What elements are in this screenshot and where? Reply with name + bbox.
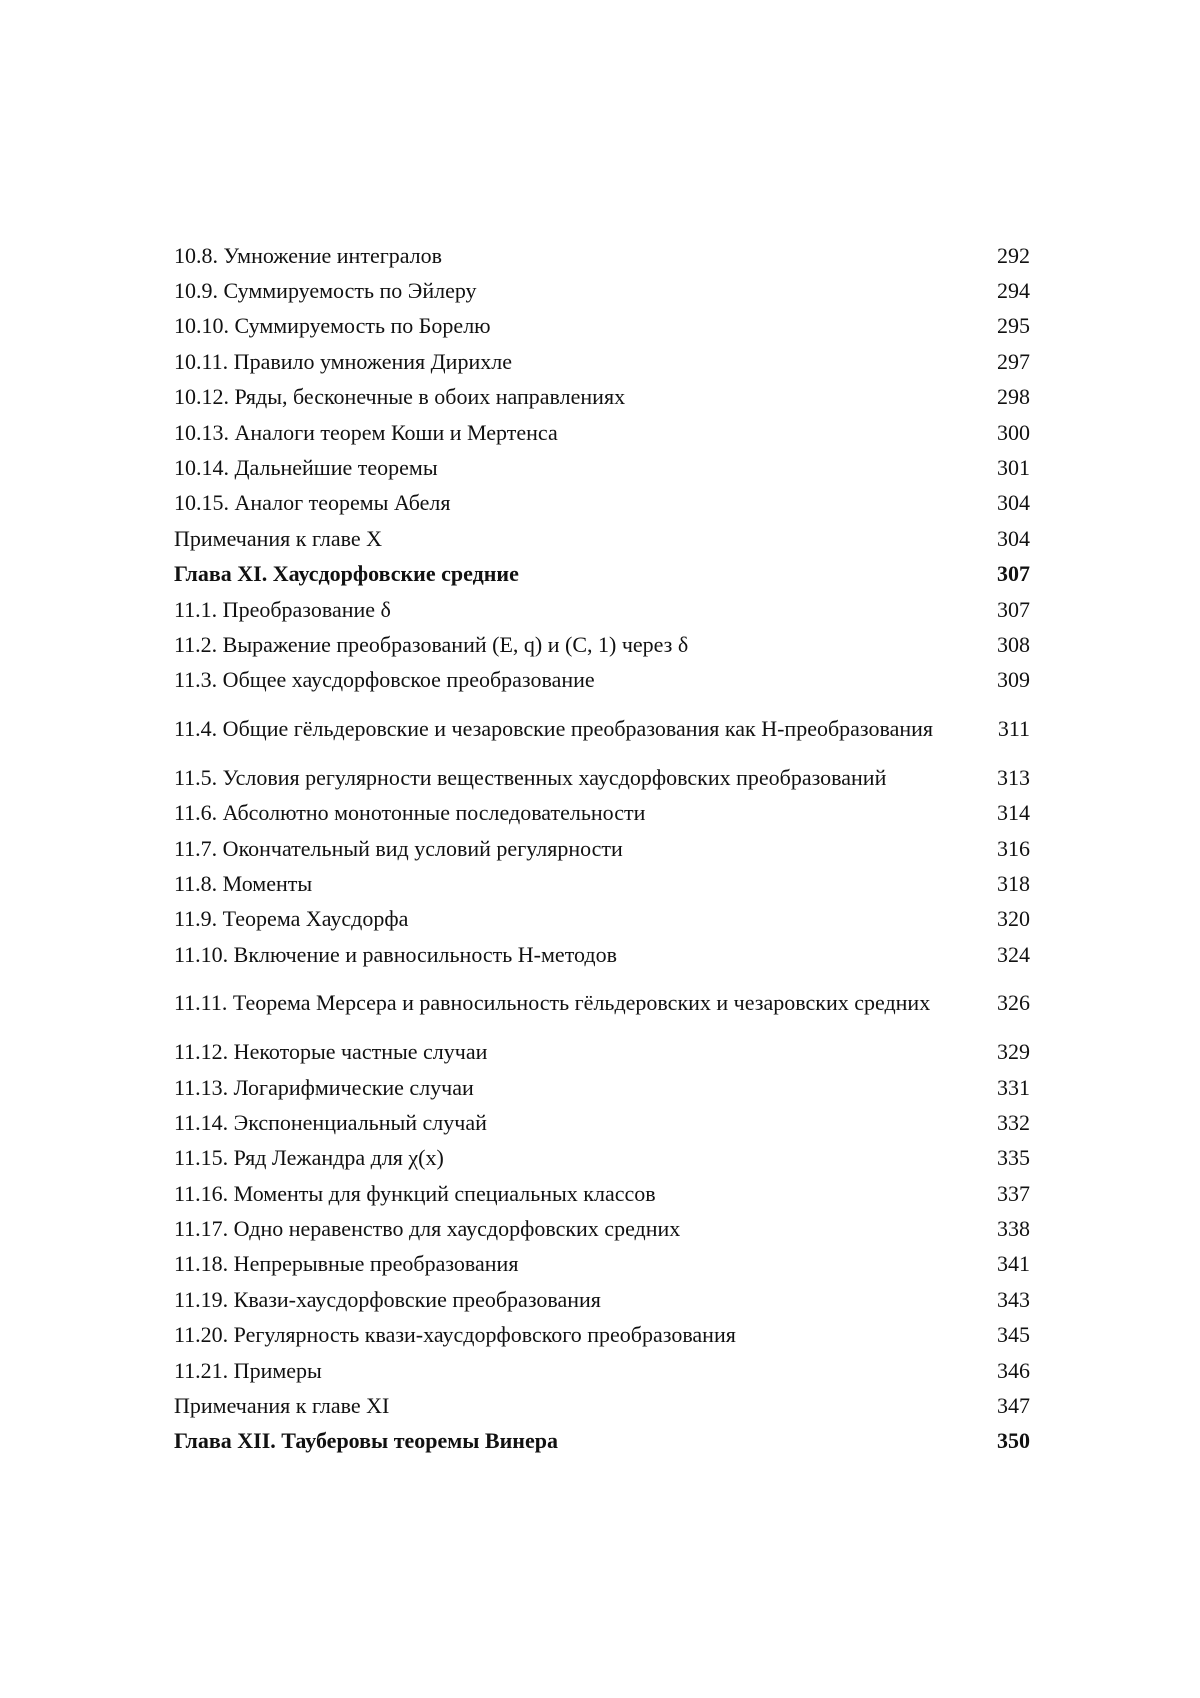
toc-entry-page: 300: [997, 419, 1030, 445]
toc-entry-11-10: [174, 937, 1030, 972]
toc-entry-page: 332: [997, 1109, 1030, 1135]
toc-entry-page: 347: [997, 1393, 1030, 1419]
toc-entry-title: 10.15. Аналог теоремы Абеля: [174, 490, 451, 516]
toc-entry-page: 309: [997, 667, 1030, 693]
toc-entry-page: 346: [997, 1357, 1030, 1383]
toc-entry-title: 11.14. Экспоненциальный случай: [174, 1109, 487, 1135]
toc-entry-11-11: [174, 972, 1030, 1034]
toc-entry-title: 11.4. Общие гёльдеровские и чезаровские преобразования как H-преобразования: [174, 716, 934, 742]
toc-entry-title: 11.6. Абсолютно монотонные последовательности: [174, 800, 646, 826]
toc-entry-10-8: [174, 238, 1030, 273]
toc-entry-page: 301: [997, 455, 1030, 481]
toc-entry-page: 341: [997, 1251, 1030, 1277]
toc-entry-10-14: [174, 450, 1030, 485]
toc-entry-11-16: [174, 1176, 1030, 1211]
toc-entry-11-18: [174, 1247, 1030, 1282]
toc-entry-title: 10.11. Правило умножения Дирихле: [174, 348, 512, 374]
toc-entry-page: 313: [997, 764, 1030, 790]
toc-entry-page: 320: [997, 906, 1030, 932]
toc-entry-title: 11.11. Теорема Мерсера и равносильность гёльдеровских и чезаровских средних: [174, 990, 931, 1016]
toc-entry-11-8: [174, 866, 1030, 901]
toc-entry-title: 11.15. Ряд Лежандра для χ(x): [174, 1145, 444, 1171]
toc-entry-page: 338: [997, 1216, 1030, 1242]
table-of-contents: [174, 238, 1030, 1459]
toc-entry-11-15: [174, 1141, 1030, 1176]
toc-entry-title: Глава XI. Хаусдорфовские средние: [174, 561, 519, 587]
toc-entry-10-15: [174, 486, 1030, 521]
toc-entry-title: 10.8. Умножение интегралов: [174, 242, 443, 268]
toc-entry-title: 10.14. Дальнейшие теоремы: [174, 455, 438, 481]
toc-entry-title: 11.3. Общее хаусдорфовское преобразование: [174, 667, 595, 693]
toc-entry-notes-chapter-10: [174, 521, 1030, 556]
toc-entry-title: 11.5. Условия регулярности вещественных хаусдорфовских преобразований: [174, 764, 887, 790]
toc-entry-title: 11.1. Преобразование δ: [174, 596, 391, 622]
toc-entry-page: 343: [997, 1286, 1030, 1312]
toc-entry-title: 11.19. Квази-хаусдорфовские преобразования: [174, 1286, 601, 1312]
toc-entry-title: 11.7. Окончательный вид условий регулярности: [174, 835, 623, 861]
toc-entry-title: 11.8. Моменты: [174, 870, 313, 896]
toc-entry-11-9: [174, 902, 1030, 937]
toc-entry-page: 331: [997, 1074, 1030, 1100]
toc-entry-title: 11.16. Моменты для функций специальных классов: [174, 1180, 656, 1206]
toc-entry-11-4: [174, 698, 1030, 760]
toc-entry-10-12: [174, 380, 1030, 415]
toc-entry-notes-chapter-11: [174, 1388, 1030, 1423]
toc-entry-title: 11.10. Включение и равносильность H-методов: [174, 941, 617, 967]
toc-entry-11-13: [174, 1070, 1030, 1105]
toc-entry-page: 337: [997, 1180, 1030, 1206]
toc-entry-title: 10.13. Аналоги теорем Коши и Мертенса: [174, 419, 558, 445]
toc-entry-page: 295: [997, 313, 1030, 339]
toc-entry-page: 324: [997, 941, 1030, 967]
toc-entry-title: 11.21. Примеры: [174, 1357, 322, 1383]
toc-entry-page: 311: [997, 716, 1030, 742]
toc-entry-title: 11.2. Выражение преобразований (E, q) и (C, 1) через δ: [174, 631, 689, 657]
toc-entry-title: 11.18. Непрерывные преобразования: [174, 1251, 519, 1277]
toc-entry-11-3: [174, 663, 1030, 698]
toc-entry-page: 308: [997, 631, 1030, 657]
toc-entry-title: 11.12. Некоторые частные случаи: [174, 1039, 488, 1065]
toc-entry-page: 298: [997, 384, 1030, 410]
toc-entry-page: 326: [997, 990, 1030, 1016]
toc-entry-title: 11.17. Одно неравенство для хаусдорфовских средних: [174, 1216, 681, 1242]
toc-entry-page: 345: [997, 1322, 1030, 1348]
toc-entry-11-21: [174, 1353, 1030, 1388]
toc-entry-page: 307: [997, 561, 1030, 587]
toc-entry-title: 10.10. Суммируемость по Борелю: [174, 313, 491, 339]
toc-entry-10-13: [174, 415, 1030, 450]
toc-entry-11-1: [174, 592, 1030, 627]
toc-entry-11-19: [174, 1282, 1030, 1317]
toc-entry-title: Примечания к главе X: [174, 525, 383, 551]
toc-entry-title: Примечания к главе XI: [174, 1393, 390, 1419]
toc-entry-page: 350: [997, 1428, 1030, 1454]
toc-entry-11-7: [174, 831, 1030, 866]
toc-entry-page: 329: [997, 1039, 1030, 1065]
toc-entry-10-11: [174, 344, 1030, 379]
toc-entry-11-20: [174, 1318, 1030, 1353]
toc-entry-title: 11.20. Регулярность квази-хаусдорфовского преобразования: [174, 1322, 736, 1348]
toc-chapter-11-heading: [174, 557, 1030, 592]
toc-entry-11-5: [174, 760, 1030, 795]
toc-entry-10-9: [174, 273, 1030, 308]
toc-entry-11-6: [174, 795, 1030, 830]
toc-entry-page: 304: [997, 525, 1030, 551]
toc-entry-page: 294: [997, 278, 1030, 304]
toc-entry-page: 335: [997, 1145, 1030, 1171]
toc-entry-title: 11.13. Логарифмические случаи: [174, 1074, 474, 1100]
toc-entry-page: 318: [997, 870, 1030, 896]
toc-entry-title: 11.9. Теорема Хаусдорфа: [174, 906, 409, 932]
toc-entry-11-12: [174, 1034, 1030, 1069]
toc-entry-page: 314: [997, 800, 1030, 826]
toc-entry-page: 304: [997, 490, 1030, 516]
toc-entry-11-2: [174, 627, 1030, 662]
toc-entry-title: 10.12. Ряды, бесконечные в обоих направлениях: [174, 384, 626, 410]
toc-entry-title: Глава XII. Тауберовы теоремы Винера: [174, 1428, 558, 1454]
toc-entry-11-17: [174, 1211, 1030, 1246]
toc-entry-11-14: [174, 1105, 1030, 1140]
toc-entry-page: 307: [997, 596, 1030, 622]
toc-entry-page: 316: [997, 835, 1030, 861]
toc-chapter-12-heading: [174, 1424, 1030, 1459]
toc-entry-title: 10.9. Суммируемость по Эйлеру: [174, 278, 477, 304]
toc-entry-page: 297: [997, 348, 1030, 374]
toc-entry-10-10: [174, 309, 1030, 344]
toc-entry-page: 292: [997, 242, 1030, 268]
